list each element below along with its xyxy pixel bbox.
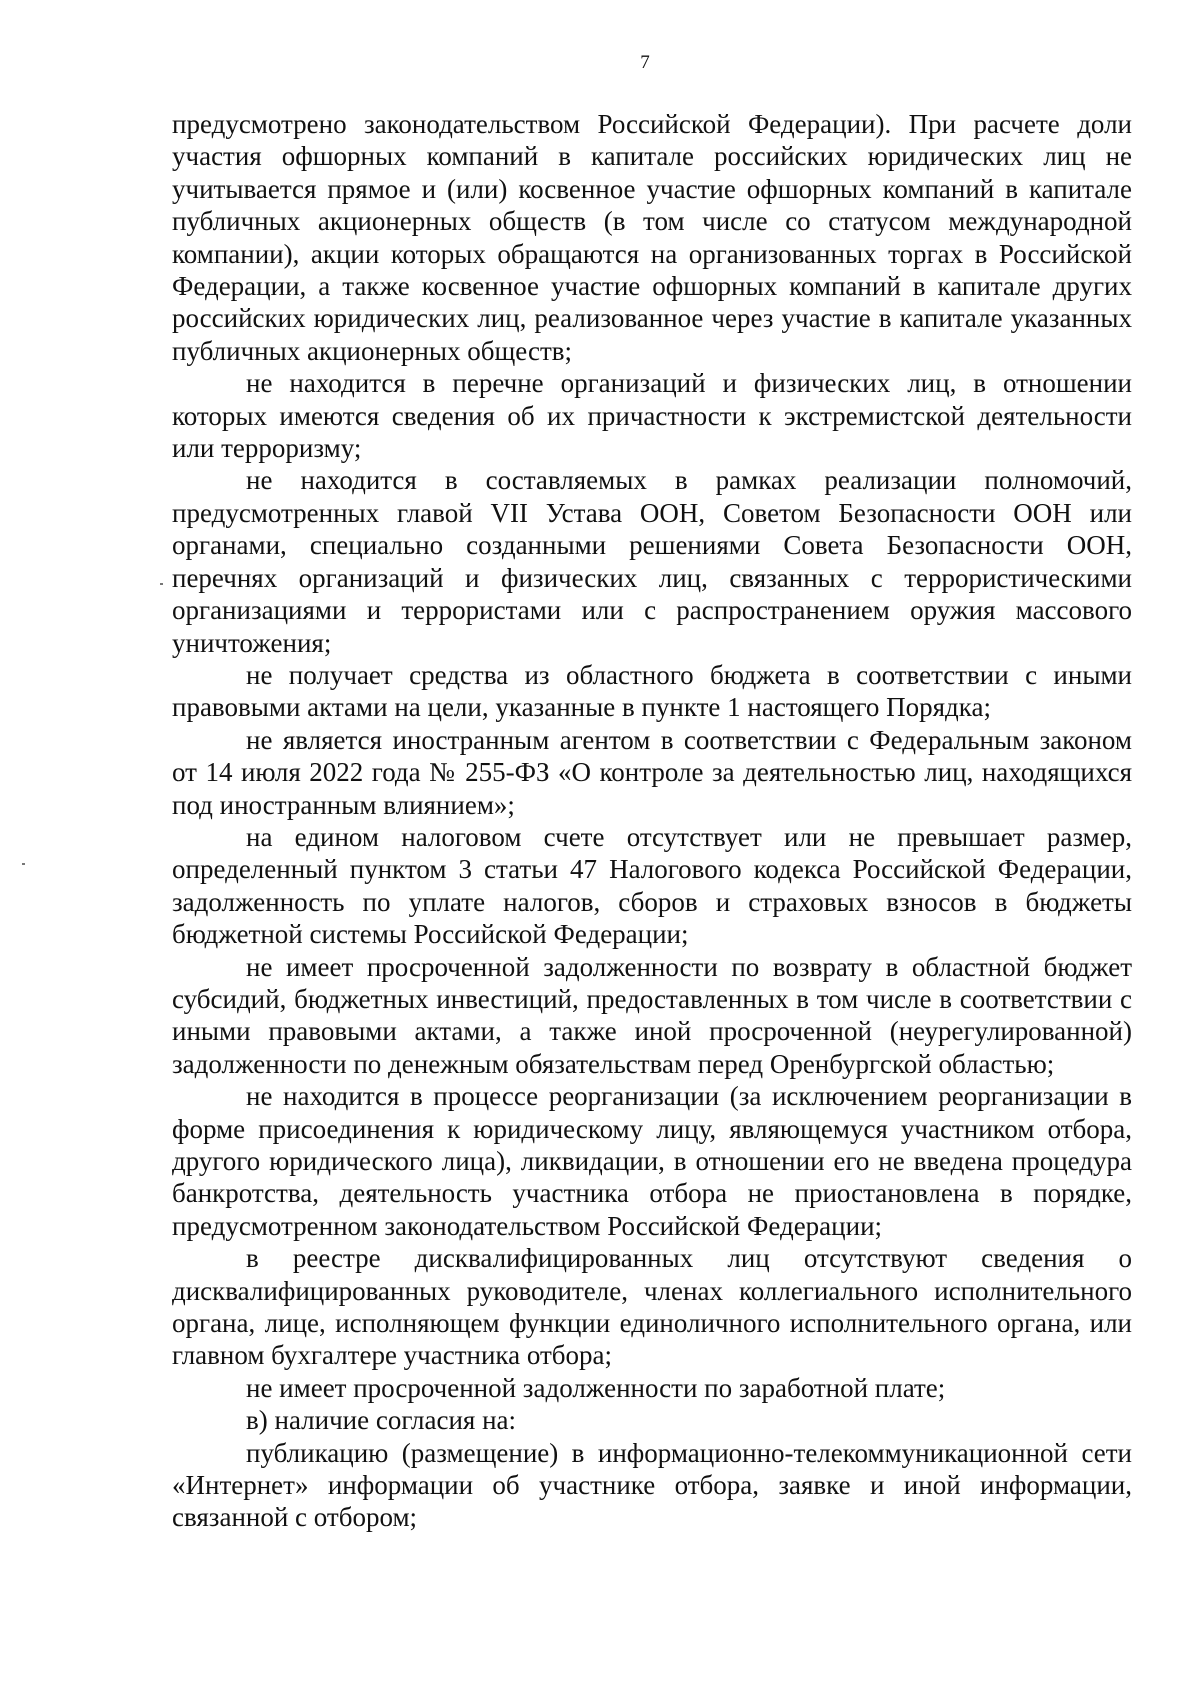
paragraph-salary-debt: не имеет просроченной задолженности по заработной плате; — [246, 1372, 946, 1403]
page-number: 7 — [640, 52, 650, 73]
paragraph-reorganization: не находится в процессе реорганизации (за исключением реорганизации в форме присоединения к юридическому лицу, являющемуся участником отбора, другого юридического лица), ликвидации, в отношении его не введена процедура банкротства, деятельность участника отбора не приостановлена в порядке, предусмотренном законодательством Российской Федерации; — [172, 1081, 1132, 1241]
paragraph-foreign-agent: не является иностранным агентом в соответствии с Федеральным законом от 14 июля 2022 года № 255-ФЗ «О контроле за деятельностью лиц, находящихся под иностранным влиянием»; — [172, 724, 1132, 820]
paragraph-no-budget-funds: не получает средства из областного бюджета в соответствии с иными правовыми актами на цели, указанные в пункте 1 настоящего Порядка; — [172, 659, 1132, 723]
paragraph-publication-consent: публикацию (размещение) в информационно-телекоммуникационной сети «Интернет» информации об участнике отбора, заявке и иной информации, связанной с отбором; — [172, 1437, 1132, 1533]
scan-speck — [160, 583, 163, 585]
paragraph-un-lists: не находится в составляемых в рамках реализации полномочий, предусмотренных главой VII Устава ООН, Советом Безопасности ООН или органами, специально созданными решениями Совета Безопасности ООН, перечнях организаций и физических лиц, связанных с террористическими организациями и террористами или с распространением оружия массового уничтожения; — [172, 465, 1132, 658]
paragraph-consent-heading: в) наличие согласия на: — [246, 1405, 517, 1436]
paragraph-extremism-list: не находится в перечне организаций и физических лиц, в отношении которых имеются сведения об их причастности к экстремистской деятельности или терроризму; — [172, 368, 1132, 464]
paragraph-offshore-participation: предусмотрено законодательством Российской Федерации). При расчете доли участия офшорных компаний в капитале российских юридических лиц не учитывается прямое и (или) косвенное участие офшорных компаний в капитале публичных акционерных обществ (в том числе со статусом международной компании), акции которых обращаются на организованных торгах в Российской Федерации, а также косвенное участие офшорных компаний в капитале других российских юридических лиц, реализованное через участие в капитале указанных публичных акционерных обществ; — [172, 109, 1132, 366]
document-body — [172, 108, 1132, 1534]
scan-speck — [22, 863, 25, 865]
paragraph-overdue-debt: не имеет просроченной задолженности по возврату в областной бюджет субсидий, бюджетных инвестиций, предоставленных в том числе в соответствии с иными правовыми актами, а также иной просроченной (неурегулированной) задолженности по денежным обязательствам перед Оренбургской областью; — [172, 951, 1132, 1079]
paragraph-tax-account: на едином налоговом счете отсутствует или не превышает размер, определенный пунктом 3 статьи 47 Налогового кодекса Российской Федерации, задолженность по уплате налогов, сборов и страховых взносов в бюджеты бюджетной системы Российской Федерации; — [172, 821, 1132, 950]
paragraph-disqualified-persons: в реестре дисквалифицированных лиц отсутствуют сведения о дисквалифицированных руководителе, членах коллегиального исполнительного органа, лице, исполняющем функции единоличного исполнительного органа, или главном бухгалтере участника отбора; — [172, 1243, 1132, 1371]
